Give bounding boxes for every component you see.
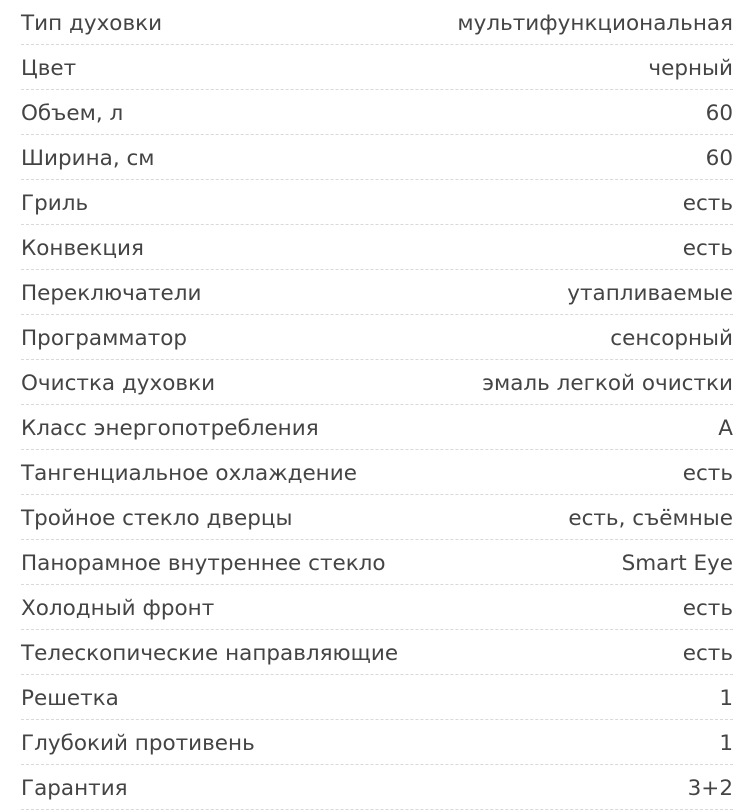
spec-value: 3+2: [687, 775, 733, 801]
spec-label: Класс энергопотребления: [21, 415, 319, 441]
spec-row-rack: [21, 675, 733, 720]
spec-label: Программатор: [21, 325, 188, 351]
spec-row-cold-front: [21, 585, 733, 630]
spec-value: есть: [682, 640, 733, 666]
spec-value: А: [718, 415, 733, 441]
spec-row-tangential-cooling: [21, 450, 733, 495]
spec-label: Гриль: [21, 190, 89, 216]
spec-row-panoramic-glass: [21, 540, 733, 585]
spec-row-triple-glass: [21, 495, 733, 540]
spec-row-switches: [21, 270, 733, 315]
spec-row-convection: [21, 225, 733, 270]
spec-label: Переключатели: [21, 280, 202, 306]
spec-label: Глубокий противень: [21, 730, 255, 756]
spec-row-programmer: [21, 315, 733, 360]
spec-label: Очистка духовки: [21, 370, 216, 396]
spec-value: черный: [648, 55, 733, 81]
spec-value: утапливаемые: [567, 280, 733, 306]
spec-row-grill: [21, 180, 733, 225]
spec-row-volume: [21, 90, 733, 135]
spec-label: Ширина, см: [21, 145, 155, 171]
spec-row-cleaning: [21, 360, 733, 405]
spec-value: 60: [705, 100, 733, 126]
spec-value: мультифункциональная: [457, 10, 733, 36]
spec-row-width: [21, 135, 733, 180]
spec-value: есть: [682, 595, 733, 621]
spec-label: Тип духовки: [21, 10, 163, 36]
spec-value: 1: [719, 730, 733, 756]
spec-value: есть: [682, 190, 733, 216]
spec-value: эмаль легкой очистки: [482, 370, 733, 396]
spec-label: Панорамное внутреннее стекло: [21, 550, 386, 576]
spec-value: 60: [705, 145, 733, 171]
spec-value: есть: [682, 460, 733, 486]
spec-value: Smart Eye: [621, 550, 733, 576]
spec-label: Цвет: [21, 55, 77, 81]
spec-label: Объем, л: [21, 100, 124, 126]
spec-label: Решетка: [21, 685, 119, 711]
spec-label: Тангенциальное охлаждение: [21, 460, 357, 486]
spec-label: Конвекция: [21, 235, 144, 261]
spec-label: Тройное стекло дверцы: [21, 505, 293, 531]
spec-row-telescopic-rails: [21, 630, 733, 675]
spec-row-deep-tray: [21, 720, 733, 765]
spec-row-color: [21, 45, 733, 90]
spec-value: есть: [682, 235, 733, 261]
spec-table: [21, 0, 733, 810]
spec-label: Телескопические направляющие: [21, 640, 399, 666]
spec-value: есть, съёмные: [568, 505, 733, 531]
spec-label: Гарантия: [21, 775, 128, 801]
spec-value: 1: [719, 685, 733, 711]
spec-label: Холодный фронт: [21, 595, 215, 621]
spec-row-oven-type: [21, 0, 733, 45]
spec-value: сенсорный: [610, 325, 733, 351]
spec-row-energy-class: [21, 405, 733, 450]
spec-row-warranty: [21, 765, 733, 810]
